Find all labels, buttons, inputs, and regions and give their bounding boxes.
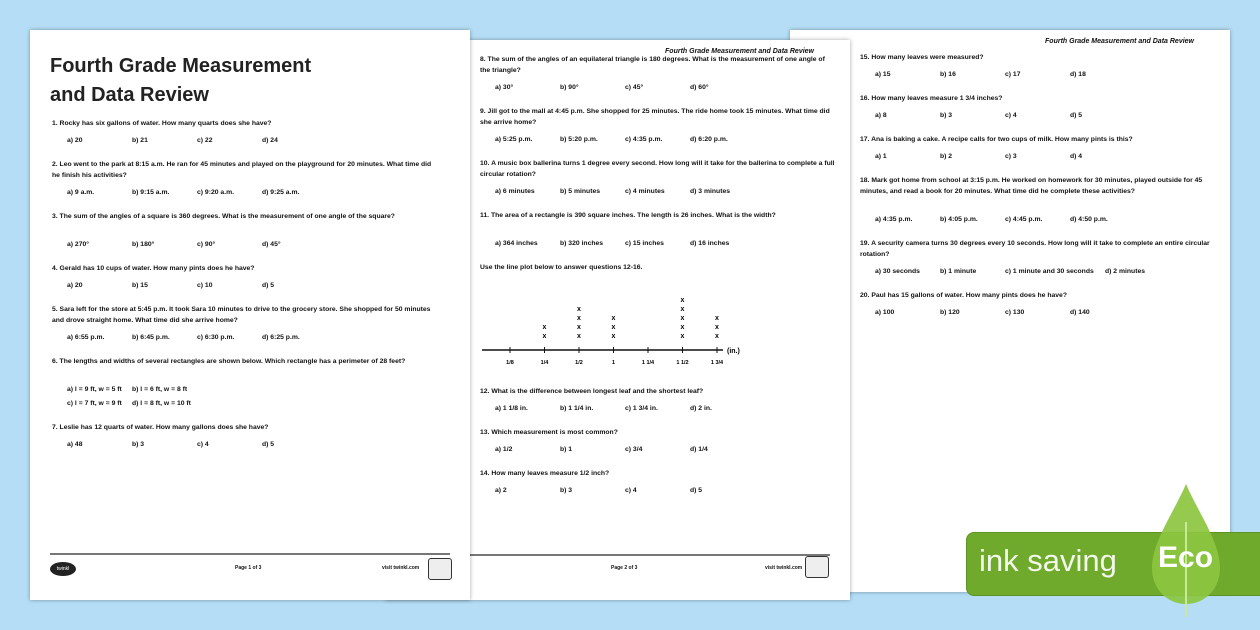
question-text: 15. How many leaves were measured? xyxy=(860,54,984,61)
answer-option[interactable]: a) l = 9 ft, w = 5 ft xyxy=(67,386,122,393)
question-text: 2. Leo went to the park at 8:15 a.m. He ran for 45 minutes and played on the playground for 20 minutes. What time did he finish his activities? xyxy=(52,161,432,179)
question xyxy=(52,422,432,433)
answer-options xyxy=(495,446,755,453)
title-line: and Data Review xyxy=(50,84,209,106)
answer-option[interactable]: d) 9:25 a.m. xyxy=(262,189,300,196)
answer-option[interactable]: b) 15 xyxy=(132,282,148,289)
question-text: 20. Paul has 15 gallons of water. How many pints does he have? xyxy=(860,292,1067,299)
question-text: 11. The area of a rectangle is 390 square inches. The length is 26 inches. What is the width? xyxy=(480,212,776,219)
answer-option[interactable]: a) 48 xyxy=(67,441,83,448)
question xyxy=(860,290,1210,301)
answer-options xyxy=(67,189,327,196)
plot-mark: x xyxy=(715,324,719,331)
answer-option[interactable]: b) 6:45 p.m. xyxy=(132,334,170,341)
answer-options xyxy=(495,136,755,143)
answer-option[interactable]: a) 270° xyxy=(67,241,89,248)
question-text: 12. What is the difference between longest leaf and the shortest leaf? xyxy=(480,388,704,395)
answer-option[interactable]: c) 1 minute and 30 seconds xyxy=(1005,268,1094,275)
question-text: 7. Leslie has 12 quarts of water. How many gallons does she have? xyxy=(52,424,269,431)
tick-label: 1 1/2 xyxy=(676,360,689,366)
question-text: 3. The sum of the angles of a square is 360 degrees. What is the measurement of one angle of the square? xyxy=(52,213,395,220)
plot-mark: x xyxy=(680,306,685,313)
answer-option[interactable]: b) 3 xyxy=(940,112,953,119)
answer-options xyxy=(67,400,197,407)
answer-option[interactable]: a) 9 a.m. xyxy=(67,189,95,196)
question xyxy=(52,211,432,222)
answer-option[interactable]: a) 15 xyxy=(875,71,891,78)
answer-option[interactable]: c) 22 xyxy=(197,137,213,144)
question xyxy=(480,386,835,397)
footer-divider xyxy=(50,553,450,555)
answer-option[interactable]: a) 20 xyxy=(67,282,83,289)
ink-saving-label: ink saving xyxy=(979,543,1117,578)
answer-option[interactable]: d) 5 xyxy=(262,441,275,448)
answer-option[interactable]: c) 15 inches xyxy=(625,240,664,247)
question-text: 13. Which measurement is most common? xyxy=(480,429,618,436)
answer-option[interactable]: c) 90° xyxy=(197,241,216,248)
answer-options xyxy=(875,153,1135,160)
answer-option[interactable]: a) 1 xyxy=(875,153,887,160)
question-text: 14. How many leaves measure 1/2 inch? xyxy=(480,470,610,477)
answer-option[interactable]: b) 5:20 p.m. xyxy=(560,136,598,143)
answer-option[interactable]: a) 4:35 p.m. xyxy=(875,216,913,223)
answer-options xyxy=(67,386,197,393)
answer-option[interactable]: c) 45° xyxy=(625,84,644,91)
answer-option[interactable]: c) 4 xyxy=(625,487,637,494)
answer-option[interactable]: d) 2 in. xyxy=(690,405,712,412)
question xyxy=(480,158,835,180)
question-text: Use the line plot below to answer questions 12-16. xyxy=(480,264,643,271)
plot-mark: x xyxy=(611,333,616,340)
answer-option[interactable]: b) 3 xyxy=(132,441,145,448)
quality-badge-icon xyxy=(805,556,829,578)
answer-option[interactable]: a) 100 xyxy=(875,309,895,316)
question xyxy=(860,175,1210,197)
answer-option[interactable]: a) 8 xyxy=(875,112,887,119)
answer-options xyxy=(67,282,327,289)
answer-option[interactable]: a) 20 xyxy=(67,137,83,144)
question-text: 16. How many leaves measure 1 3/4 inches? xyxy=(860,95,1003,102)
question xyxy=(52,159,432,181)
answer-options xyxy=(495,405,755,412)
answer-option[interactable]: b) 1 1/4 in. xyxy=(560,405,594,412)
twinkl-logo: twinkl xyxy=(50,562,76,576)
tick-label: 1/2 xyxy=(575,360,583,366)
eco-label: Eco xyxy=(1158,541,1214,574)
tick-label: 1 xyxy=(611,360,616,366)
answer-option[interactable]: c) 4 minutes xyxy=(625,188,665,195)
answer-option[interactable]: b) 320 inches xyxy=(560,240,604,247)
answer-option[interactable]: d) 5 xyxy=(262,282,275,289)
tick-label: 1 1/4 xyxy=(641,360,655,366)
answer-option[interactable]: d) 1/4 xyxy=(690,446,708,453)
answer-option[interactable]: d) 4:50 p.m. xyxy=(1070,216,1108,223)
title-line: Fourth Grade Measurement xyxy=(50,55,312,77)
page-title xyxy=(50,52,370,110)
question-text: 6. The lengths and widths of several rectangles are shown below. Which rectangle has a perimeter of 28 feet? xyxy=(52,358,406,365)
answer-options xyxy=(495,188,755,195)
answer-option[interactable]: c) 4:45 p.m. xyxy=(1005,216,1043,223)
running-header: Fourth Grade Measurement and Data Review xyxy=(1045,38,1194,45)
question xyxy=(860,238,1210,260)
answer-options xyxy=(875,216,1135,223)
page-number: Page 2 of 3 xyxy=(611,565,638,571)
question-text: 4. Gerald has 10 cups of water. How many pints does he have? xyxy=(52,265,255,272)
plot-mark: x xyxy=(680,324,685,331)
answer-option[interactable]: b) 1 xyxy=(560,446,573,453)
answer-option[interactable]: d) 24 xyxy=(262,137,278,144)
question-text: 19. A security camera turns 30 degrees every 10 seconds. How long will it take to complete an entire circular rotation? xyxy=(860,240,1210,258)
answer-option[interactable]: c) 1 3/4 in. xyxy=(625,405,658,412)
footer-site: visit twinkl.com xyxy=(765,565,803,571)
answer-options xyxy=(495,84,755,91)
plot-mark: x xyxy=(680,315,685,322)
answer-option[interactable]: d) 6:25 p.m. xyxy=(262,334,300,341)
plot-mark: x xyxy=(577,324,581,331)
running-header: Fourth Grade Measurement and Data Review xyxy=(665,48,814,55)
answer-option[interactable]: c) 130 xyxy=(1005,309,1025,316)
answer-option[interactable]: b) 4:05 p.m. xyxy=(940,216,978,223)
answer-options xyxy=(875,112,1135,119)
question xyxy=(52,356,432,367)
quality-badge-icon xyxy=(428,558,452,580)
answer-option[interactable]: d) 3 minutes xyxy=(690,188,731,195)
question xyxy=(860,93,1210,104)
plot-mark: x xyxy=(611,315,616,322)
answer-option[interactable]: c) 4 xyxy=(1005,112,1017,119)
question xyxy=(860,134,1210,145)
question-text: 8. The sum of the angles of an equilateral triangle is 180 degrees. What is the measurement of one angle of the triangle? xyxy=(480,56,825,74)
plot-mark: x xyxy=(542,333,547,340)
answer-option[interactable]: b) 5 minutes xyxy=(560,188,601,195)
answer-options xyxy=(67,241,327,248)
answer-option[interactable]: b) 21 xyxy=(132,137,148,144)
plot-mark: x xyxy=(577,333,581,340)
answer-option[interactable]: c) 17 xyxy=(1005,71,1021,78)
plot-mark: x xyxy=(680,297,685,304)
plot-mark: x xyxy=(611,324,616,331)
plot-mark: x xyxy=(577,315,581,322)
answer-options xyxy=(67,334,327,341)
answer-option[interactable]: d) 45° xyxy=(262,241,281,248)
question xyxy=(52,304,432,326)
plot-mark: x xyxy=(577,306,581,313)
plot-mark: x xyxy=(680,333,685,340)
answer-option[interactable]: d) 18 xyxy=(1070,71,1086,78)
question-text: 17. Ana is baking a cake. A recipe calls for two cups of milk. How many pints is this? xyxy=(860,136,1133,143)
question xyxy=(480,210,835,221)
answer-option[interactable]: b) 90° xyxy=(560,84,579,91)
answer-option[interactable]: c) 6:30 p.m. xyxy=(197,334,235,341)
question xyxy=(480,54,835,76)
answer-option[interactable]: a) 6 minutes xyxy=(495,188,535,195)
answer-option[interactable]: a) 5:25 p.m. xyxy=(495,136,533,143)
question xyxy=(52,118,432,129)
line-plot xyxy=(480,295,840,385)
page-number: Page 1 of 3 xyxy=(235,565,262,571)
question xyxy=(480,468,835,479)
worksheet-page-1 xyxy=(30,30,470,600)
answer-option[interactable]: c) l = 7 ft, w = 9 ft xyxy=(67,400,122,407)
answer-option[interactable]: d) 16 inches xyxy=(690,240,730,247)
question-text: 18. Mark got home from school at 3:15 p.m. He worked on homework for 30 minutes, played outside for 45 minutes, and read a book for 20 minutes. What time did he complete these activities? xyxy=(860,177,1203,195)
answer-option[interactable]: d) 5 xyxy=(1070,112,1083,119)
plot-mark: x xyxy=(715,333,719,340)
question-text: 5. Sara left for the store at 5:45 p.m. It took Sara 10 minutes to drive to the grocery store. She shopped for 50 minutes and drove straight home. What time did she arrive home? xyxy=(52,306,431,324)
question xyxy=(480,106,835,128)
answer-option[interactable]: c) 4:35 p.m. xyxy=(625,136,663,143)
answer-options xyxy=(875,309,1135,316)
answer-option[interactable]: d) 2 minutes xyxy=(1105,268,1146,275)
answer-options xyxy=(67,137,327,144)
answer-option[interactable]: c) 9:20 a.m. xyxy=(197,189,235,196)
answer-option[interactable]: d) 140 xyxy=(1070,309,1090,316)
answer-option[interactable]: b) 180° xyxy=(132,241,155,248)
tick-label: 1/8 xyxy=(506,360,514,366)
answer-options xyxy=(67,441,327,448)
question xyxy=(480,427,835,438)
answer-option[interactable]: c) 10 xyxy=(197,282,213,289)
answer-option[interactable]: b) 120 xyxy=(940,309,960,316)
answer-option[interactable]: a) 1 1/8 in. xyxy=(495,405,528,412)
answer-option[interactable]: d) 60° xyxy=(690,84,709,91)
footer-site: visit twinkl.com xyxy=(382,565,420,571)
answer-option[interactable]: b) 2 xyxy=(940,153,953,160)
answer-option[interactable]: c) 3 xyxy=(1005,153,1017,160)
question-text: 1. Rocky has six gallons of water. How many quarts does she have? xyxy=(52,120,272,127)
answer-options xyxy=(495,487,755,494)
answer-option[interactable]: a) 2 xyxy=(495,487,507,494)
answer-options xyxy=(875,268,1170,275)
answer-option[interactable]: a) 364 inches xyxy=(495,240,538,247)
answer-option[interactable]: d) 6:20 p.m. xyxy=(690,136,728,143)
answer-option[interactable]: b) 16 xyxy=(940,71,956,78)
tick-label: 1 3/4 xyxy=(710,360,724,366)
question xyxy=(52,263,432,274)
tick-label: 1/4 xyxy=(540,360,549,366)
question xyxy=(480,262,835,273)
answer-option[interactable]: d) 5 xyxy=(690,487,703,494)
answer-option[interactable]: a) 1/2 xyxy=(495,446,513,453)
answer-option[interactable]: b) 9:15 a.m. xyxy=(132,189,170,196)
answer-option[interactable]: b) l = 6 ft, w = 8 ft xyxy=(132,386,188,393)
question-text: 9. Jill got to the mall at 4:45 p.m. She shopped for 25 minutes. The ride home took 15 minutes. What time did she arrive home? xyxy=(480,108,830,126)
answer-option[interactable]: a) 6:55 p.m. xyxy=(67,334,105,341)
plot-mark: x xyxy=(542,324,547,331)
answer-option[interactable]: d) l = 8 ft, w = 10 ft xyxy=(132,400,191,407)
answer-option[interactable]: d) 4 xyxy=(1070,153,1083,160)
answer-option[interactable]: c) 4 xyxy=(197,441,209,448)
answer-option[interactable]: c) 3/4 xyxy=(625,446,643,453)
answer-option[interactable]: b) 3 xyxy=(560,487,573,494)
question xyxy=(860,52,1210,63)
answer-option[interactable]: a) 30 seconds xyxy=(875,268,920,275)
answer-options xyxy=(875,71,1135,78)
plot-mark: x xyxy=(715,315,719,322)
answer-option[interactable]: a) 30° xyxy=(495,84,514,91)
axis-unit-label: (in.) xyxy=(727,348,740,355)
question-text: 10. A music box ballerina turns 1 degree every second. How long will it take for the ballerina to complete a full circular rotation? xyxy=(480,160,835,178)
answer-option[interactable]: b) 1 minute xyxy=(940,268,977,275)
answer-options xyxy=(495,240,755,247)
